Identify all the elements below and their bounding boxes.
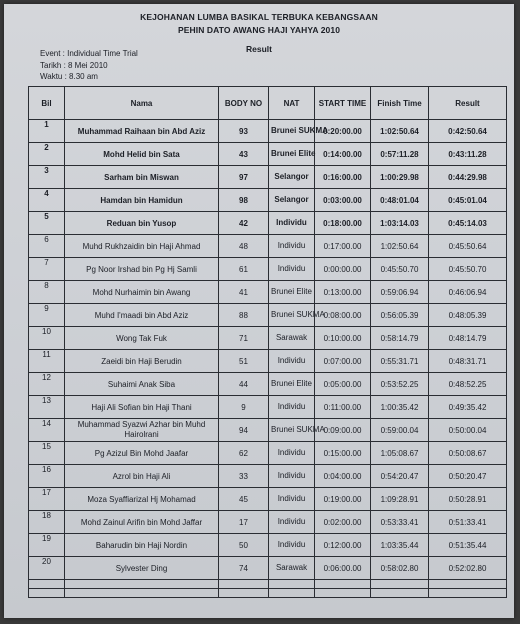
cell-bil: 18 [29, 511, 65, 534]
cell-nat: Brunei Elite [269, 281, 315, 304]
table-row [29, 189, 507, 212]
cell-start-time: 0:08:00.00 [315, 304, 371, 327]
cell-bil: 5 [29, 212, 65, 235]
cell-nama: Wong Tak Fuk [65, 327, 219, 350]
cell-nat: Sarawak [269, 327, 315, 350]
cell-result: 0:43:11.28 [429, 143, 507, 166]
cell-finish-time: 1:03:14.03 [371, 212, 429, 235]
cell-nat: Individu [269, 488, 315, 511]
cell-start-time: 0:05:00.00 [315, 373, 371, 396]
col-header-result: Result [429, 87, 507, 120]
cell-nama: Suhaimi Anak Siba [65, 373, 219, 396]
cell-nat: Individu [269, 350, 315, 373]
event-subtitle: PEHIN DATO AWANG HAJI YAHYA 2010 [177, 25, 341, 35]
cell-start-time: 0:20:00.00 [315, 120, 371, 143]
cell-nama: Mohd Helid bin Sata [65, 143, 219, 166]
cell-result: 0:45:50.70 [429, 258, 507, 281]
cell-result: 0:51:33.41 [429, 511, 507, 534]
cell-result: 0:52:02.80 [429, 557, 507, 580]
table-row [29, 120, 507, 143]
cell-finish-time: 1:09:28.91 [371, 488, 429, 511]
empty-cell [269, 580, 315, 589]
cell-bil: 7 [29, 258, 65, 281]
event-time: Waktu : 8.30 am [40, 72, 98, 81]
cell-finish-time: 0:58:14.79 [371, 327, 429, 350]
cell-body-no: 43 [219, 143, 269, 166]
cell-start-time: 0:16:00.00 [315, 166, 371, 189]
cell-nat: Individu [269, 396, 315, 419]
results-table [28, 86, 507, 598]
cell-nama: Haji Ali Sofian bin Haji Thani [65, 396, 219, 419]
cell-nat: Individu [269, 212, 315, 235]
cell-bil: 10 [29, 327, 65, 350]
empty-cell [429, 589, 507, 598]
cell-nama: Pg Noor Irshad bin Pg Hj Samli [65, 258, 219, 281]
cell-nat: Individu [269, 442, 315, 465]
cell-nat: Selangor [269, 166, 315, 189]
cell-nat: Brunei Elite [269, 373, 315, 396]
cell-nama: Reduan bin Yusop [65, 212, 219, 235]
table-row [29, 488, 507, 511]
cell-nama: Baharudin bin Haji Nordin [65, 534, 219, 557]
cell-result: 0:48:31.71 [429, 350, 507, 373]
table-row [29, 442, 507, 465]
cell-nat: Individu [269, 534, 315, 557]
cell-bil: 20 [29, 557, 65, 580]
cell-nat: Brunei SUKMA [269, 304, 315, 327]
cell-body-no: 45 [219, 488, 269, 511]
cell-body-no: 71 [219, 327, 269, 350]
cell-nama: Zaeidi bin Haji Berudin [65, 350, 219, 373]
cell-start-time: 0:02:00.00 [315, 511, 371, 534]
col-header-nat: NAT [269, 87, 315, 120]
cell-finish-time: 1:02:50.64 [371, 120, 429, 143]
empty-row [29, 589, 507, 598]
col-header-finish-time: Finish Time [371, 87, 429, 120]
cell-body-no: 50 [219, 534, 269, 557]
cell-nama: Mohd Zainul Arifin bin Mohd Jaffar [65, 511, 219, 534]
cell-bil: 17 [29, 488, 65, 511]
cell-body-no: 44 [219, 373, 269, 396]
cell-body-no: 98 [219, 189, 269, 212]
cell-body-no: 17 [219, 511, 269, 534]
empty-cell [219, 589, 269, 598]
cell-nat: Individu [269, 465, 315, 488]
cell-nama: Moza Syaffiarizal Hj Mohamad [65, 488, 219, 511]
cell-body-no: 93 [219, 120, 269, 143]
cell-finish-time: 1:00:29.98 [371, 166, 429, 189]
table-row [29, 511, 507, 534]
cell-finish-time: 0:58:02.80 [371, 557, 429, 580]
cell-result: 0:46:06.94 [429, 281, 507, 304]
cell-body-no: 48 [219, 235, 269, 258]
table-header-row [29, 87, 507, 120]
cell-body-no: 41 [219, 281, 269, 304]
table-row [29, 235, 507, 258]
cell-nama: Hamdan bin Hamidun [65, 189, 219, 212]
cell-result: 0:42:50.64 [429, 120, 507, 143]
cell-finish-time: 0:54:20.47 [371, 465, 429, 488]
cell-nama: Pg Azizul Bin Mohd Jaafar [65, 442, 219, 465]
empty-row [29, 580, 507, 589]
cell-nama: Sarham bin Miswan [65, 166, 219, 189]
cell-nat: Brunei SUKMA [269, 120, 315, 143]
cell-nama: Muhd I'maadi bin Abd Aziz [65, 304, 219, 327]
table-row [29, 166, 507, 189]
cell-bil: 8 [29, 281, 65, 304]
cell-body-no: 61 [219, 258, 269, 281]
table-body [29, 120, 507, 598]
table-row [29, 350, 507, 373]
cell-body-no: 94 [219, 419, 269, 442]
table-row [29, 465, 507, 488]
event-date: Tarikh : 8 Mei 2010 [40, 61, 108, 70]
cell-nama: Sylvester Ding [65, 557, 219, 580]
cell-start-time: 0:06:00.00 [315, 557, 371, 580]
cell-start-time: 0:17:00.00 [315, 235, 371, 258]
cell-nama: Mohd Nurhaimin bin Awang [65, 281, 219, 304]
empty-cell [371, 580, 429, 589]
cell-start-time: 0:11:00.00 [315, 396, 371, 419]
cell-result: 0:50:00.04 [429, 419, 507, 442]
empty-cell [269, 589, 315, 598]
cell-nama: Muhammad Raihaan bin Abd Aziz [65, 120, 219, 143]
cell-bil: 12 [29, 373, 65, 396]
event-title: KEJOHANAN LUMBA BASIKAL TERBUKA KEBANGSAAN [140, 12, 378, 22]
cell-finish-time: 1:02:50.64 [371, 235, 429, 258]
empty-cell [429, 580, 507, 589]
empty-cell [219, 580, 269, 589]
cell-nama: Muhd Rukhzaidin bin Haji Ahmad [65, 235, 219, 258]
cell-nat: Sarawak [269, 557, 315, 580]
empty-cell [65, 580, 219, 589]
table-row [29, 258, 507, 281]
table-row [29, 304, 507, 327]
table-row [29, 327, 507, 350]
table-row [29, 281, 507, 304]
cell-start-time: 0:14:00.00 [315, 143, 371, 166]
empty-cell [29, 589, 65, 598]
cell-bil: 11 [29, 350, 65, 373]
table-row [29, 212, 507, 235]
cell-bil: 6 [29, 235, 65, 258]
cell-result: 0:48:05.39 [429, 304, 507, 327]
cell-result: 0:49:35.42 [429, 396, 507, 419]
cell-finish-time: 0:56:05.39 [371, 304, 429, 327]
cell-bil: 2 [29, 143, 65, 166]
cell-result: 0:51:35.44 [429, 534, 507, 557]
cell-result: 0:45:01.04 [429, 189, 507, 212]
table-row [29, 534, 507, 557]
cell-start-time: 0:03:00.00 [315, 189, 371, 212]
cell-nama: Azrol bin Haji Ali [65, 465, 219, 488]
cell-nama: Muhammad Syazwi Azhar bin Muhd Hairolrani [65, 419, 219, 442]
cell-start-time: 0:15:00.00 [315, 442, 371, 465]
col-header-nama: Nama [65, 87, 219, 120]
cell-bil: 9 [29, 304, 65, 327]
result-heading: Result [246, 44, 272, 54]
event-type: Event : Individual Time Trial [40, 49, 138, 58]
col-header-start-time: START TIME [315, 87, 371, 120]
cell-bil: 4 [29, 189, 65, 212]
cell-start-time: 0:09:00.00 [315, 419, 371, 442]
cell-nat: Brunei SUKMA [269, 419, 315, 442]
cell-finish-time: 0:57:11.28 [371, 143, 429, 166]
cell-bil: 13 [29, 396, 65, 419]
cell-finish-time: 0:55:31.71 [371, 350, 429, 373]
table-row [29, 143, 507, 166]
cell-finish-time: 0:59:00.04 [371, 419, 429, 442]
cell-start-time: 0:12:00.00 [315, 534, 371, 557]
cell-bil: 1 [29, 120, 65, 143]
col-header-body-no: BODY NO [219, 87, 269, 120]
cell-nat: Brunei Elite [269, 143, 315, 166]
cell-start-time: 0:10:00.00 [315, 327, 371, 350]
cell-bil: 19 [29, 534, 65, 557]
cell-finish-time: 1:03:35.44 [371, 534, 429, 557]
table-row [29, 557, 507, 580]
cell-bil: 14 [29, 419, 65, 442]
cell-finish-time: 0:53:52.25 [371, 373, 429, 396]
results-sheet [4, 4, 514, 618]
cell-result: 0:45:50.64 [429, 235, 507, 258]
cell-start-time: 0:19:00.00 [315, 488, 371, 511]
cell-finish-time: 0:48:01.04 [371, 189, 429, 212]
cell-body-no: 62 [219, 442, 269, 465]
table-row [29, 396, 507, 419]
empty-cell [65, 589, 219, 598]
cell-finish-time: 1:00:35.42 [371, 396, 429, 419]
cell-start-time: 0:04:00.00 [315, 465, 371, 488]
cell-start-time: 0:13:00.00 [315, 281, 371, 304]
cell-finish-time: 0:53:33.41 [371, 511, 429, 534]
cell-body-no: 42 [219, 212, 269, 235]
cell-nat: Individu [269, 235, 315, 258]
cell-result: 0:50:28.91 [429, 488, 507, 511]
cell-result: 0:50:08.67 [429, 442, 507, 465]
cell-result: 0:50:20.47 [429, 465, 507, 488]
cell-nat: Selangor [269, 189, 315, 212]
cell-finish-time: 1:05:08.67 [371, 442, 429, 465]
table-row [29, 419, 507, 442]
cell-result: 0:44:29.98 [429, 166, 507, 189]
cell-body-no: 9 [219, 396, 269, 419]
col-header-bil: Bil [29, 87, 65, 120]
cell-body-no: 88 [219, 304, 269, 327]
cell-body-no: 97 [219, 166, 269, 189]
cell-nat: Individu [269, 511, 315, 534]
cell-body-no: 74 [219, 557, 269, 580]
cell-start-time: 0:00:00.00 [315, 258, 371, 281]
cell-result: 0:45:14.03 [429, 212, 507, 235]
cell-finish-time: 0:59:06.94 [371, 281, 429, 304]
cell-bil: 15 [29, 442, 65, 465]
cell-body-no: 51 [219, 350, 269, 373]
cell-bil: 16 [29, 465, 65, 488]
cell-bil: 3 [29, 166, 65, 189]
empty-cell [315, 580, 371, 589]
empty-cell [371, 589, 429, 598]
cell-start-time: 0:18:00.00 [315, 212, 371, 235]
cell-start-time: 0:07:00.00 [315, 350, 371, 373]
cell-nat: Individu [269, 258, 315, 281]
cell-result: 0:48:52.25 [429, 373, 507, 396]
table-row [29, 373, 507, 396]
cell-result: 0:48:14.79 [429, 327, 507, 350]
empty-cell [29, 580, 65, 589]
empty-cell [315, 589, 371, 598]
cell-body-no: 33 [219, 465, 269, 488]
cell-finish-time: 0:45:50.70 [371, 258, 429, 281]
